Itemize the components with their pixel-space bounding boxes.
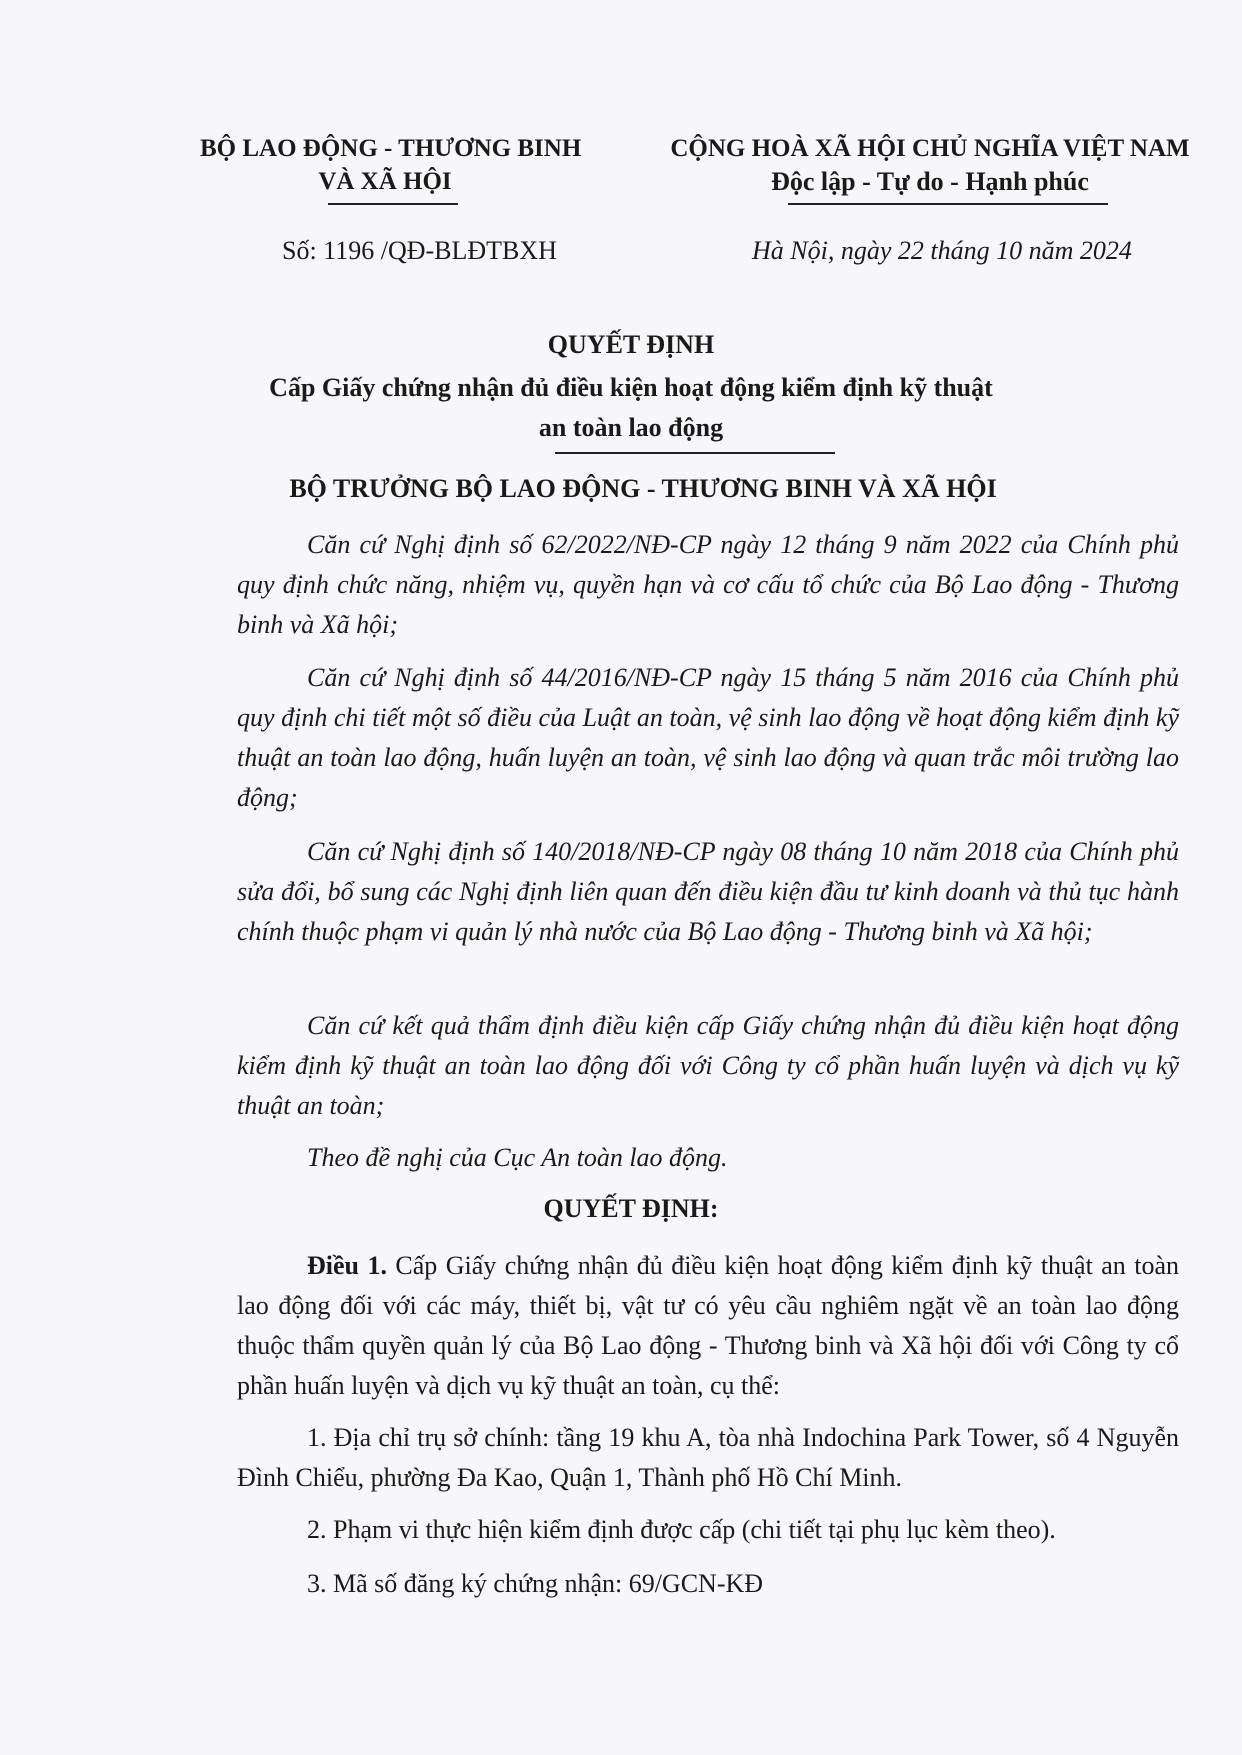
nation-motto: Độc lập - Tự do - Hạnh phúc [771, 167, 1089, 196]
preamble-paragraph: Căn cứ Nghị định số 44/2016/NĐ-CP ngày 15 tháng 5 năm 2016 của Chính phủ quy định chi tiết một số điều của Luật an toàn, vệ sinh lao động về hoạt động kiểm định kỹ thuật an toàn lao động, huấn luyện an toàn, vệ sinh lao động và quan trắc môi trường lao động; [237, 663, 1179, 812]
preamble-paragraph: Căn cứ kết quả thẩm định điều kiện cấp Giấy chứng nhận đủ điều kiện hoạt động kiểm định kỹ thuật an toàn lao động đối với Công ty cổ phần huấn luyện và dịch vụ kỹ thuật an toàn; [237, 1011, 1179, 1120]
article-1-label: Điều 1. [307, 1251, 387, 1280]
agency-name-line2: VÀ XÃ HỘI [318, 168, 452, 195]
article-1-item: 2. Phạm vi thực hiện kiểm định được cấp (chi tiết tại phụ lục kèm theo). [307, 1515, 1056, 1544]
decision-heading: QUYẾT ĐỊNH: [543, 1194, 719, 1223]
decision-title: QUYẾT ĐỊNH [547, 330, 715, 359]
preamble-paragraph: Căn cứ Nghị định số 62/2022/NĐ-CP ngày 12 tháng 9 năm 2022 của Chính phủ quy định chức năng, nhiệm vụ, quyền hạn và cơ cấu tổ chức của Bộ Lao động - Thương binh và Xã hội; [237, 530, 1179, 639]
place-and-date: Hà Nội, ngày 22 tháng 10 năm 2024 [752, 236, 1132, 265]
agency-underline [328, 203, 458, 205]
agency-name-line1: BỘ LAO ĐỘNG - THƯƠNG BINH [200, 135, 582, 162]
motto-underline [788, 203, 1108, 205]
article-1-text: Cấp Giấy chứng nhận đủ điều kiện hoạt động kiểm định kỹ thuật an toàn lao động đối với các máy, thiết bị, vật tư có yêu cầu nghiêm ngặt về an toàn lao động thuộc thẩm quyền quản lý của Bộ Lao động - Thương binh và Xã hội đối với Công ty cổ phần huấn luyện và dịch vụ kỹ thuật an toàn, cụ thể: [237, 1251, 1180, 1400]
article-1-item: 1. Địa chỉ trụ sở chính: tầng 19 khu A, tòa nhà Indochina Park Tower, số 4 Nguyễn Đình Chiểu, phường Đa Kao, Quận 1, Thành phố Hồ Chí Minh. [237, 1423, 1179, 1492]
nation-name: CỘNG HOÀ XÃ HỘI CHỦ NGHĨA VIỆT NAM [670, 135, 1190, 162]
subtitle-underline [555, 452, 835, 454]
article-1-item: 3. Mã số đăng ký chứng nhận: 69/GCN-KĐ [307, 1569, 764, 1598]
article-1 [237, 1246, 1179, 1406]
preamble-paragraph: Theo đề nghị của Cục An toàn lao động. [307, 1143, 728, 1172]
decision-subtitle-line2: an toàn lao động [538, 413, 724, 442]
document-number: Số: 1196 /QĐ-BLĐTBXH [282, 236, 557, 265]
preamble-paragraph: Căn cứ Nghị định số 140/2018/NĐ-CP ngày 08 tháng 10 năm 2018 của Chính phủ sửa đổi, bổ sung các Nghị định liên quan đến điều kiện đầu tư kinh doanh và thủ tục hành chính thuộc phạm vi quản lý nhà nước của Bộ Lao động - Thương binh và Xã hội; [237, 837, 1179, 946]
issuing-authority: BỘ TRƯỞNG BỘ LAO ĐỘNG - THƯƠNG BINH VÀ XÃ HỘI [289, 474, 997, 503]
decision-subtitle-line1: Cấp Giấy chứng nhận đủ điều kiện hoạt động kiểm định kỹ thuật [269, 373, 993, 402]
